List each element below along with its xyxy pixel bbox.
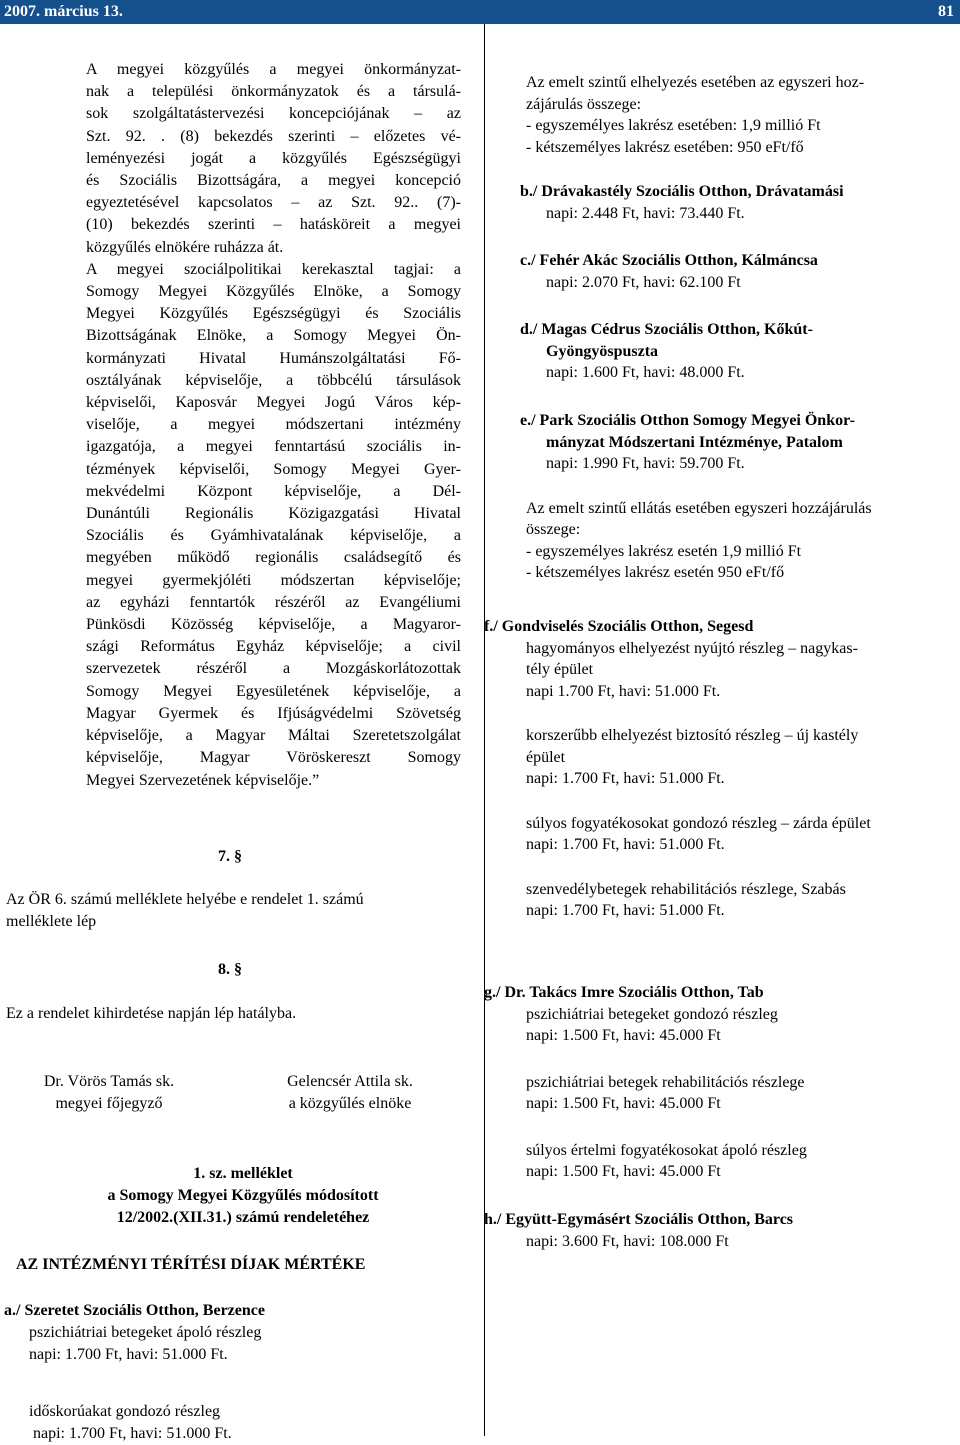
institution-name: Együtt-Egymásért Szociális Otthon, Barcs [505,1211,794,1228]
text-line: - kétszemélyes lakrész esetében: 950 eFt/fő [526,138,804,156]
fee-line: napi: 1.990 Ft, havi: 59.700 Ft. [546,455,745,472]
page-number: 81 [938,3,954,20]
fees-title: AZ INTÉZMÉNYI TÉRÍTÉSI DÍJAK MÉRTÉKE [16,1256,366,1273]
institution-name: Dr. Takács Imre Szociális Otthon, Tab [504,984,764,1001]
text-line: Megyei Közgyűlés Egészségügyi és Szociális [86,305,461,323]
text-line: leményezési jogát a közgyűlés Egészségügyi [86,149,461,167]
section-7-heading [218,846,242,868]
item-label: a./ [4,1302,21,1319]
unit-block [520,813,960,856]
text-line: zájárulás összege: [526,95,642,113]
text-line: mekvédelmi Központ képviselője, a Dél- [86,482,461,500]
institution-heading [520,410,960,432]
signer-name: Gelencsér Attila sk. [287,1073,413,1090]
institution-c [520,250,960,293]
unit-block [520,725,960,790]
item-label: e./ [520,412,536,429]
unit-block [520,1140,960,1183]
unit-block [520,879,960,922]
text-line: sok szolgáltatástervezési koncepciójának – az [86,105,461,123]
text-line: A megyei szociálpolitikai kerekasztal tagjai: a [86,260,461,278]
signer-name: Dr. Vörös Tamás sk. [43,1073,175,1090]
text-line: igazgatója, a megyei fenntartású szociális in- [86,438,461,456]
text-line: Az ÖR 6. számú melléklete helyébe e rendelet 1. számú [6,891,364,908]
fee-line: napi: 1.500 Ft, havi: 45.000 Ft [526,1095,721,1112]
section-number: 8. [218,961,230,978]
text-line: kormányzati Hivatal Humánszolgáltatási Fő- [86,349,461,367]
page-header [0,0,960,24]
text-line: képviselői, Kaposvár Megyei Jogú Város kép- [86,394,461,412]
fee-line: napi: 1.600 Ft, havi: 48.000 Ft. [546,364,745,381]
text-line: súlyos értelmi fogyatékosokat ápoló részleg [526,1141,807,1159]
text-line: időskorúakat gondozó részleg [29,1403,221,1420]
institution-details [4,1322,474,1445]
signature-clerk [24,1071,194,1115]
text-line: viselője, a megyei módszertani intézmény [86,416,461,434]
paragraph-delegation [86,59,461,259]
text-line: (10) bekezdés szerinti – hatásköreit a megyei [86,216,461,234]
text-line: szági Református Egyház képviselője; a civil [86,638,461,656]
institution-name: Drávakastély Szociális Otthon, Drávatamási [541,183,844,200]
header-date: 2007. március 13. [4,3,123,20]
institution-d [520,319,960,384]
signer-title: megyei főjegyző [55,1095,163,1112]
text-line: pszichiátriai betegeket gondozó részleg [526,1005,778,1023]
annex-line: 1. sz. melléklet [193,1165,293,1182]
blank-line [29,1366,474,1388]
text-line: Magyar Gyermek és Ifjúságvédelmi Szövetség [86,704,461,722]
institution-g [484,982,960,1183]
text-line: Az emelt szintű ellátás esetében egyszeri hozzájárulás [526,499,872,517]
institution-name: Park Szociális Otthon Somogy Megyei Önkor- [539,412,855,429]
institution-b [520,181,960,224]
item-label: c./ [520,252,536,269]
unit-block [520,1004,960,1047]
text-line: pszichiátriai betegeket ápoló részleg [29,1324,262,1341]
emelt-szint-intro [526,72,960,158]
institution-e [520,410,960,584]
text-line: Szociális és Gyámhivatalának képviselője, a [86,527,461,545]
signature-chair [262,1071,438,1115]
institution-heading [520,250,960,272]
text-line: Pünkösdi Közösség képviselője, a Magyaror- [86,616,461,634]
text-line: szenvedélybetegek rehabilitációs részlege, Szabás [526,880,846,898]
text-line: melléklete lép [6,913,97,930]
fee-line: napi: 1.700 Ft, havi: 51.000 Ft. [526,836,725,853]
left-column [86,59,461,792]
institution-heading [484,982,960,1004]
institution-a [4,1300,474,1445]
text-line: egyeztetésével kapcsolatos – az Szt. 92.. (7)- [86,194,461,212]
signer-title: a közgyűlés elnöke [288,1095,412,1112]
text-line: Dunántúli Regionális Közigazgatási Hivatal [86,505,461,523]
institution-name-cont: mányzat Módszertani Intézménye, Patalom [546,433,843,451]
annex-line: a Somogy Megyei Közgyűlés módosított [107,1187,379,1204]
item-label: b./ [520,183,538,200]
fee-line: napi: 2.070 Ft, havi: 62.100 Ft [546,273,741,291]
text-line: Az emelt szintű elhelyezés esetében az egyszeri hoz- [526,74,865,91]
institution-heading [4,1300,474,1322]
text-line: Megyei Szervezetének képviselője.” [86,771,320,789]
text-line: tély épület [526,661,594,678]
section-7-body [6,889,466,933]
institution-name: Fehér Akác Szociális Otthon, Kálmáncsa [539,252,818,269]
fee-line: napi 1.700 Ft, havi: 51.000 Ft. [526,682,721,700]
text-line: közgyűlés elnökére ruházza át. [86,238,284,256]
unit-block [520,1072,960,1115]
fee-line: napi: 1.500 Ft, havi: 45.000 Ft [526,1163,721,1180]
institution-heading [484,616,960,638]
fee-line: napi: 1.700 Ft, havi: 51.000 Ft. [526,902,725,919]
institution-name-cont: Gyöngyöspuszta [546,342,659,360]
annex-line: 12/2002.(XII.31.) számú rendeletéhez [116,1209,370,1226]
institution-f [484,616,960,922]
text-line: képviselője, Magyar Vöröskereszt Somogy [86,749,461,767]
emelt-szint-note [520,498,960,584]
section-sign: § [234,848,242,865]
text-line: szervezetek részéről a Mozgáskorlátozottak [86,660,461,678]
section-8-body: Ez a rendelet kihirdetése napján lép hatályba. [6,1005,297,1022]
text-line: Somogy Megyei Közgyűlés Elnöke, a Somogy [86,283,461,301]
section-sign: § [234,961,242,978]
fee-line: napi: 3.600 Ft, havi: 108.000 Ft [526,1232,729,1250]
text-line: Bizottságának Elnöke, a Somogy Megyei Ön- [86,327,461,345]
annex-heading [6,1163,480,1229]
text-line: nak a települési önkormányzatok és a társulá- [86,83,461,101]
text-line: - kétszemélyes lakrész esetén 950 eFt/fő [526,564,785,581]
text-line: korszerűbb elhelyezést biztosító részleg – új kastély [526,727,859,744]
text-line: az egyházi fenntartók részéről az Evangéliumi [86,593,461,611]
text-line: súlyos fogyatékosokat gondozó részleg – zárda épület [526,814,871,832]
unit-block [520,638,960,703]
institution-name: Magas Cédrus Szociális Otthon, Kőkút- [541,321,813,338]
item-label: h./ [484,1211,502,1228]
text-line: - egyszemélyes lakrész esetén 1,9 millió Ft [526,542,802,560]
institution-name: Gondviselés Szociális Otthon, Segesd [501,618,754,635]
text-line: napi: 1.700 Ft, havi: 51.000 Ft. [29,1346,228,1363]
text-line: megyében működő regionális családsegítő és [86,549,461,567]
paragraph-roundtable [86,259,461,792]
text-line: Somogy Megyei Egyesületének képviselője, a [86,682,461,700]
text-line: és Szociális Bizottságára, a megyei koncepció [86,172,461,190]
text-line: Szt. 92. . (8) bekezdés szerinti – előzetes vé- [86,127,461,145]
text-line: épület [526,748,566,766]
text-line: A megyei közgyűlés a megyei önkormányzat- [86,61,461,78]
text-line: összege: [526,521,581,538]
institution-heading [520,319,960,341]
text-line: - egyszemélyes lakrész esetében: 1,9 millió Ft [526,117,821,134]
text-line: képviselője, a Magyar Máltai Szeretetszolgálat [86,727,461,745]
text-line: osztályának képviselője, a többcélú társulások [86,371,461,389]
item-label: f./ [484,618,498,635]
institution-heading [520,181,960,203]
fee-line: napi: 1.700 Ft, havi: 51.000 Ft. [526,770,725,787]
text-line: tézmények képviselői, Somogy Megyei Gyer- [86,460,461,478]
section-8-heading [218,959,242,981]
item-label: d./ [520,321,538,338]
text-line: napi: 1.700 Ft, havi: 51.000 Ft. [29,1425,232,1442]
section-number: 7. [218,848,230,865]
text-line: hagyományos elhelyezést nyújtó részleg – nagykas- [526,639,858,657]
fee-line: napi: 1.500 Ft, havi: 45.000 Ft [526,1027,721,1044]
institution-h [484,1209,960,1252]
text-line: pszichiátriai betegek rehabilitációs részlege [526,1073,805,1091]
institution-name: Szeretet Szociális Otthon, Berzence [24,1302,265,1319]
fee-line: napi: 2.448 Ft, havi: 73.440 Ft. [546,204,745,222]
item-label: g./ [484,984,501,1001]
text-line: megyei gyermekjóléti módszertan képviselője; [86,571,461,589]
institution-heading [484,1209,960,1231]
